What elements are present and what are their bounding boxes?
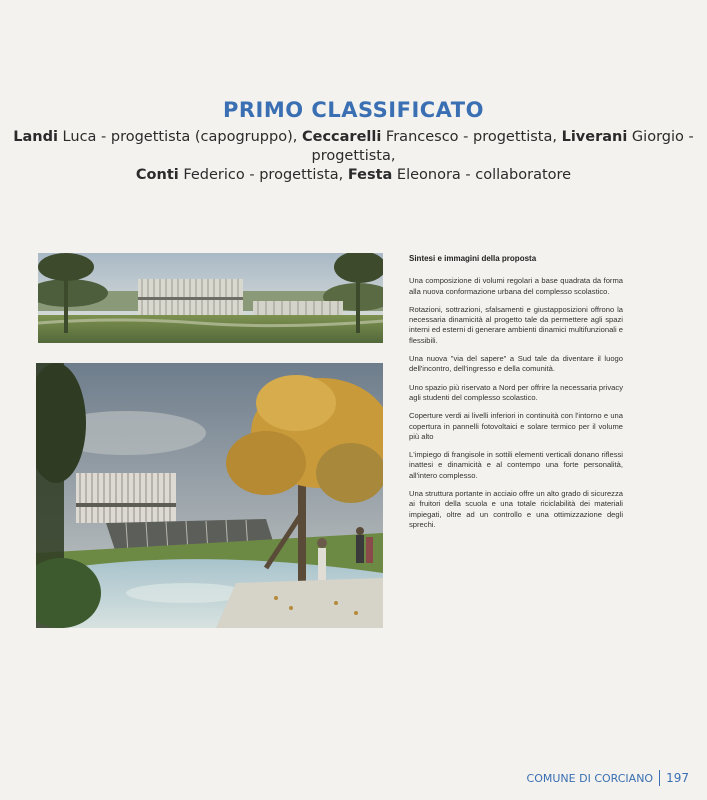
paragraph: L'impiego di frangisole in sottili elementi verticali donano riflessi inattesi e dinamicità e al contempo una forte personalità, all'intero complesso. bbox=[409, 450, 623, 480]
section-heading: Sintesi e immagini della proposta bbox=[409, 254, 537, 263]
footer-divider bbox=[659, 770, 660, 786]
paragraph: Una composizione di volumi regolari a base quadrata da forma alla nuova conformazione urbana del complesso scolastico. bbox=[409, 276, 623, 296]
credit-role: Luca - progettista (capogruppo), bbox=[57, 129, 302, 145]
credits-line-1 bbox=[10, 128, 697, 166]
credit-surname: Ceccarelli bbox=[301, 129, 382, 145]
credits-line-2 bbox=[10, 166, 697, 185]
credit-role: Francesco - progettista, bbox=[381, 129, 562, 145]
page-footer bbox=[527, 770, 689, 786]
page-number: 197 bbox=[666, 771, 689, 785]
credit-role: Giorgio - progettista, bbox=[311, 129, 694, 164]
credit-surname: Conti bbox=[135, 167, 179, 183]
credit-surname: Landi bbox=[13, 129, 58, 145]
rendering-perspective bbox=[36, 363, 383, 628]
paragraph: Una nuova "via del sapere" a Sud tale da diventare il luogo dell'incontro, dell'ingresso e della comunità. bbox=[409, 354, 623, 374]
page-title: PRIMO CLASSIFICATO bbox=[223, 98, 484, 122]
paragraph: Rotazioni, sottrazioni, sfalsamenti e giustapposizioni offrono la necessaria dinamicità al progetto tale da permettere agli spazi interni ed esterni di generare ambienti dinamici multifunzionali e flessibili. bbox=[409, 304, 624, 345]
credit-role: Eleonora - collaboratore bbox=[392, 167, 572, 183]
proposal-text bbox=[409, 254, 623, 538]
credit-role: Federico - progettista, bbox=[178, 167, 348, 183]
credit-surname: Liverani bbox=[561, 129, 628, 145]
credits bbox=[10, 128, 697, 185]
rendering-panorama bbox=[38, 253, 383, 343]
paragraph: Una struttura portante in acciaio offre un alto grado di sicurezza ai fruitori della scuola e una totale riciclabilità dei materiali impiegati, oltre ad un controllo e una ottimizzazione degli sprechi. bbox=[409, 489, 623, 529]
paragraph: Coperture verdi ai livelli inferiori in continuità con l'intorno e una copertura in pannelli fotovoltaici e solare termico per il volume più alto bbox=[409, 411, 623, 441]
credit-surname: Festa bbox=[347, 167, 393, 183]
footer-label: COMUNE DI CORCIANO bbox=[526, 771, 654, 785]
paragraph: Uno spazio più riservato a Nord per offrire la necessaria privacy agli studenti del complesso scolastico. bbox=[409, 382, 623, 402]
